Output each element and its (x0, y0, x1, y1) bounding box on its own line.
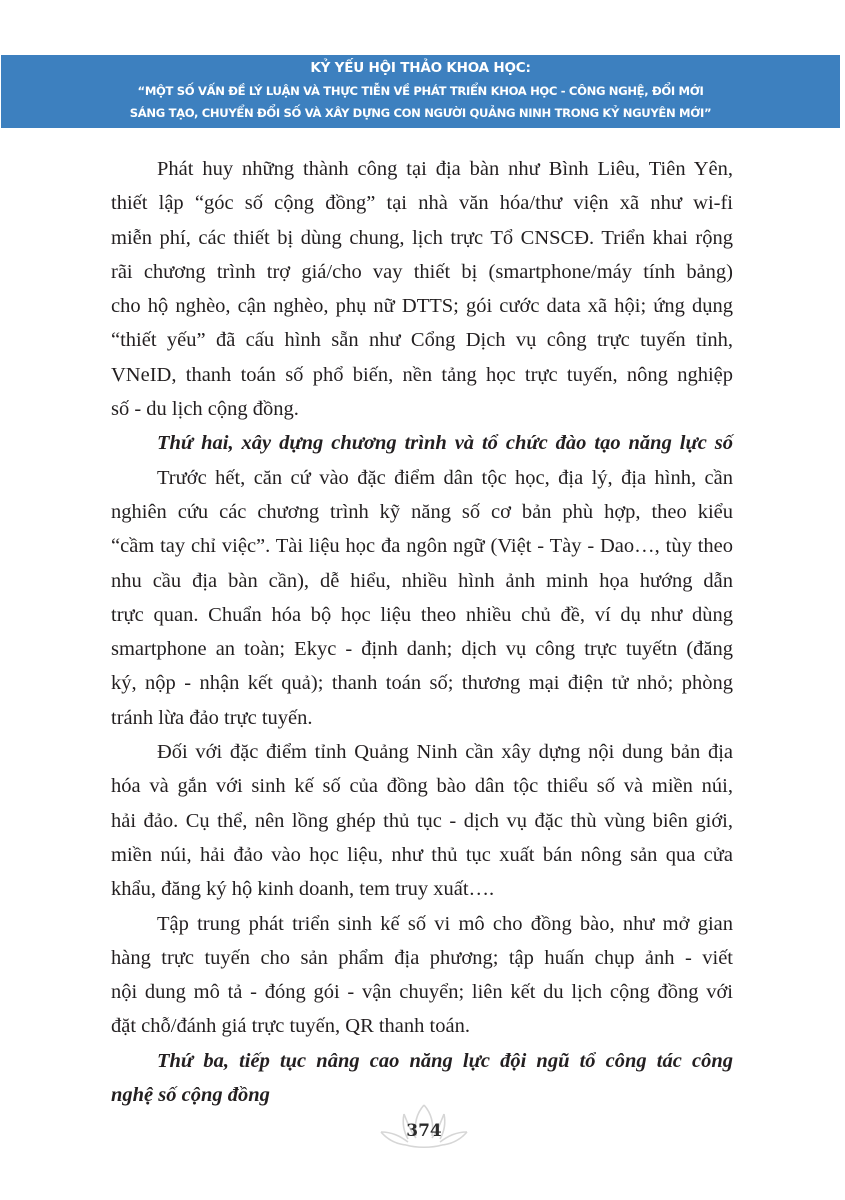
header-title: KỶ YẾU HỘI THẢO KHOA HỌC: (310, 60, 531, 76)
section-heading-3-continued: nghệ số cộng đồng (111, 1084, 270, 1107)
paragraph-line: hải đảo. Cụ thể, nên lồng ghép thủ tục - dịch vụ đặc thù vùng biên giới, (111, 809, 733, 832)
paragraph-line: smartphone an toàn; Ekyc - định danh; dịch vụ công trực tuyếtn (đăng (111, 638, 733, 661)
header-subtitle-line-2: SÁNG TẠO, CHUYỂN ĐỔI SỐ VÀ XÂY DỰNG CON NGƯỜI QUẢNG NINH TRONG KỶ NGUYÊN MỚI” (129, 106, 712, 120)
paragraph-line: nhu cầu địa bàn cần), dễ hiểu, nhiều hình ảnh minh họa hướng dẫn (111, 569, 733, 592)
paragraph-line: khẩu, đăng ký hộ kinh doanh, tem truy xuất…. (111, 878, 495, 901)
paragraph-line: “thiết yếu” đã cấu hình sẵn như Cổng Dịch vụ công trực tuyến tỉnh, (111, 329, 733, 352)
header-banner (1, 55, 840, 128)
paragraph-line: ký, nộp - nhận kết quả); thanh toán số; thương mại điện tử nhỏ; phòng (111, 672, 733, 695)
section-heading-3: Thứ ba, tiếp tục nâng cao năng lực đội ngũ tổ công tác công (157, 1049, 733, 1072)
paragraph-line: nội dung mô tả - đóng gói - vận chuyển; liên kết du lịch cộng đồng với (111, 981, 733, 1004)
paragraph-line: Trước hết, căn cứ vào đặc điểm dân tộc học, địa lý, địa hình, cần (157, 466, 733, 489)
paragraph-line: thiết lập “góc số cộng đồng” tại nhà văn hóa/thư viện xã như wi-fi (111, 192, 733, 215)
paragraph-line: hàng trực tuyến cho sản phẩm địa phương; tập huấn chụp ảnh - viết (111, 946, 733, 969)
page-footer (378, 1102, 470, 1150)
paragraph-line: tránh lừa đảo trực tuyến. (111, 706, 313, 729)
paragraph-line: trực quan. Chuẩn hóa bộ học liệu theo nhiều chủ đề, ví dụ như dùng (111, 603, 733, 626)
paragraph-line: miễn phí, các thiết bị dùng chung, lịch trực Tổ CNSCĐ. Triển khai rộng (111, 226, 733, 249)
header-subtitle-line-1: “MỘT SỐ VẤN ĐỀ LÝ LUẬN VÀ THỰC TIỄN VỀ PHÁT TRIỂN KHOA HỌC - CÔNG NGHỆ, ĐỔI MỚI (137, 84, 704, 98)
paragraph-line: nghiên cứu các chương trình kỹ năng số cơ bản phù hợp, theo kiểu (111, 500, 733, 523)
paragraph-line: rãi chương trình trợ giá/cho vay thiết bị (smartphone/máy tính bảng) (111, 260, 733, 283)
section-heading-2: Thứ hai, xây dựng chương trình và tổ chức đào tạo năng lực số (157, 432, 733, 455)
paragraph-line: đặt chỗ/đánh giá trực tuyến, QR thanh toán. (111, 1015, 470, 1038)
page-number: 374 (406, 1121, 442, 1141)
paragraph-line: “cầm tay chỉ việc”. Tài liệu học đa ngôn ngữ (Việt - Tày - Dao…, tùy theo (111, 535, 733, 558)
paragraph-line: cho hộ nghèo, cận nghèo, phụ nữ DTTS; gói cước data xã hội; ứng dụng (111, 295, 733, 318)
paragraph-line: miền núi, hải đảo vào học liệu, như thủ tục xuất bán nông sản qua cửa (111, 843, 733, 866)
paragraph-line: VNeID, thanh toán số phổ biến, nền tảng học trực tuyến, nông nghiệp (111, 363, 733, 386)
paragraph-line: số - du lịch cộng đồng. (111, 398, 299, 421)
paragraph-line: Tập trung phát triển sinh kế số vi mô cho đồng bào, như mở gian (157, 912, 733, 935)
paragraph-line: Phát huy những thành công tại địa bàn như Bình Liêu, Tiên Yên, (157, 158, 733, 180)
paragraph-line: hóa và gắn với sinh kế số của đồng bào dân tộc thiểu số và miền núi, (111, 775, 733, 798)
paragraph-line: Đối với đặc điểm tỉnh Quảng Ninh cần xây dựng nội dung bản địa (157, 741, 733, 764)
body-text (111, 152, 733, 1112)
